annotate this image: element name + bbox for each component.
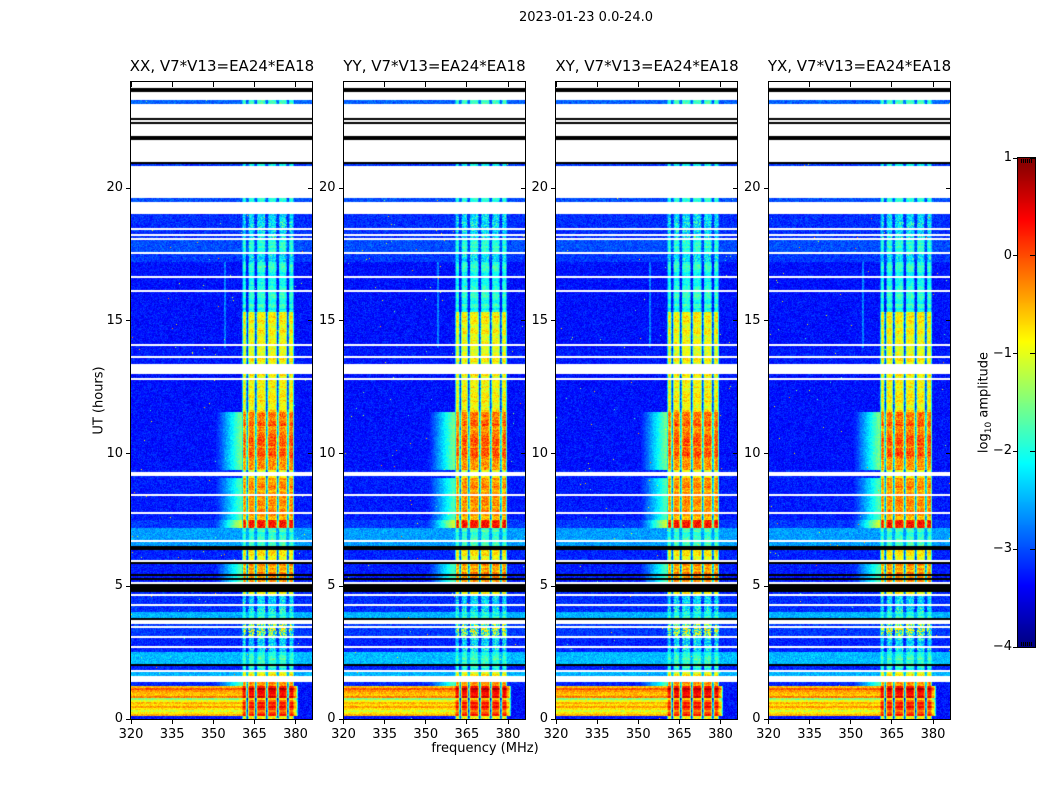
colorbar-tick-mark: [1030, 255, 1035, 256]
panel-title-xy: XY, V7*V13=EA24*EA18: [555, 57, 739, 75]
y-tick-mark: [946, 188, 950, 189]
y-tick-label: 5: [114, 578, 123, 594]
colorbar-tick-mark: [1013, 549, 1017, 550]
panel-title-yx: YX, V7*V13=EA24*EA18: [767, 57, 952, 75]
x-tick-mark: [809, 82, 810, 87]
colorbar-tick-label: 1: [1003, 150, 1012, 165]
colorbar-hatch-mark: [1023, 642, 1024, 646]
x-tick-mark: [172, 82, 173, 87]
x-tick-mark: [425, 82, 426, 87]
x-tick-mark: [768, 82, 769, 87]
x-tick-label: 335: [584, 727, 610, 742]
colorbar-hatch-mark: [1031, 159, 1032, 163]
y-tick-label: 10: [531, 445, 548, 461]
colorbar-hatch-mark: [1031, 642, 1032, 646]
y-tick-mark: [764, 320, 768, 321]
colorbar-tick-mark: [1013, 451, 1017, 452]
colorbar-tick-mark: [1013, 647, 1017, 648]
x-tick-mark: [597, 720, 598, 724]
x-tick-mark: [172, 720, 173, 724]
y-tick-label: 5: [752, 578, 761, 594]
y-axis-label: UT (hours): [91, 366, 107, 435]
x-tick-label: 350: [200, 727, 226, 742]
x-tick-mark: [131, 82, 132, 87]
spectrogram-canvas-yx: [769, 82, 950, 719]
y-tick-label: 5: [327, 578, 336, 594]
x-tick-label: 365: [454, 727, 480, 742]
x-tick-label: 320: [543, 727, 569, 742]
x-tick-label: 365: [666, 727, 692, 742]
y-tick-mark: [339, 453, 343, 454]
x-tick-label: 350: [838, 727, 864, 742]
x-tick-label: 335: [797, 727, 823, 742]
x-tick-mark: [891, 82, 892, 87]
y-tick-mark: [551, 719, 555, 720]
x-tick-mark: [720, 82, 721, 87]
y-tick-mark: [339, 320, 343, 321]
x-axis-label: frequency (MHz): [431, 741, 539, 756]
colorbar-hatch-mark: [1021, 159, 1022, 163]
x-tick-mark: [556, 720, 557, 724]
y-tick-label: 15: [318, 312, 336, 328]
panel-yy: [343, 81, 526, 720]
colorbar-label-text: amplitude: [976, 351, 992, 422]
x-tick-mark: [384, 82, 385, 87]
x-tick-mark: [295, 82, 296, 87]
x-tick-label: 350: [625, 727, 651, 742]
y-tick-label: 0: [539, 711, 548, 726]
y-tick-mark: [946, 453, 950, 454]
y-tick-mark: [126, 719, 130, 720]
y-tick-mark: [126, 453, 130, 454]
panel-xy: [555, 81, 738, 720]
x-tick-mark: [343, 82, 344, 87]
x-tick-label: 365: [879, 727, 905, 742]
colorbar-hatch-mark: [1023, 159, 1024, 163]
x-tick-label: 380: [495, 727, 521, 742]
x-tick-mark: [213, 720, 214, 724]
x-tick-mark: [679, 720, 680, 724]
y-tick-label: 5: [539, 578, 548, 594]
x-tick-label: 320: [331, 727, 356, 742]
colorbar-label-subscript: 10: [984, 421, 995, 434]
x-tick-mark: [891, 720, 892, 724]
colorbar-hatch-mark: [1027, 159, 1028, 163]
x-tick-label: 320: [756, 727, 781, 742]
x-tick-mark: [679, 82, 680, 87]
x-tick-label: 380: [920, 727, 946, 742]
colorbar-tick-label: −1: [992, 345, 1012, 361]
x-tick-mark: [556, 82, 557, 87]
y-tick-label: 0: [752, 711, 761, 726]
figure-title: 2023-01-23 0.0-24.0: [519, 10, 653, 25]
y-tick-mark: [764, 453, 768, 454]
x-tick-mark: [933, 82, 934, 87]
colorbar: [1017, 157, 1036, 648]
y-tick-label: 10: [318, 445, 336, 461]
colorbar-tick-mark: [1013, 255, 1017, 256]
colorbar-label-text: log: [976, 433, 992, 454]
colorbar-tick-label: −3: [992, 541, 1012, 557]
x-tick-mark: [213, 82, 214, 87]
y-tick-mark: [946, 719, 950, 720]
y-tick-mark: [551, 586, 555, 587]
panel-title-xx: XX, V7*V13=EA24*EA18: [129, 57, 315, 75]
y-tick-mark: [946, 586, 950, 587]
y-tick-mark: [339, 586, 343, 587]
y-tick-label: 15: [106, 312, 123, 328]
y-tick-label: 10: [743, 445, 761, 461]
y-tick-mark: [551, 320, 555, 321]
colorbar-tick-label: 0: [1003, 247, 1012, 263]
colorbar-hatch-mark: [1029, 159, 1030, 163]
x-tick-mark: [466, 720, 467, 724]
colorbar-tick-mark: [1013, 158, 1017, 159]
x-tick-mark: [425, 720, 426, 724]
y-tick-label: 15: [531, 312, 548, 328]
colorbar-tick-mark: [1030, 549, 1035, 550]
y-tick-label: 20: [531, 180, 548, 196]
x-tick-mark: [384, 720, 385, 724]
colorbar-hatch-mark: [1029, 642, 1030, 646]
x-tick-mark: [638, 82, 639, 87]
y-tick-mark: [764, 586, 768, 587]
y-tick-mark: [126, 586, 130, 587]
y-tick-mark: [551, 453, 555, 454]
y-tick-label: 20: [318, 180, 336, 196]
colorbar-tick-mark: [1030, 353, 1035, 354]
colorbar-hatch-mark: [1025, 642, 1026, 646]
y-tick-mark: [551, 188, 555, 189]
colorbar-tick-mark: [1030, 647, 1035, 648]
y-tick-mark: [126, 188, 130, 189]
y-tick-label: 20: [743, 180, 761, 196]
x-tick-mark: [638, 720, 639, 724]
colorbar-canvas: [1018, 158, 1035, 647]
spectrogram-canvas-xy: [556, 82, 737, 719]
x-tick-label: 365: [241, 727, 267, 742]
colorbar-tick-label: −2: [992, 443, 1012, 459]
x-tick-label: 320: [118, 727, 144, 742]
y-tick-mark: [339, 188, 343, 189]
colorbar-hatch-mark: [1027, 642, 1028, 646]
y-tick-mark: [764, 719, 768, 720]
colorbar-hatch-mark: [1025, 159, 1026, 163]
x-tick-mark: [466, 82, 467, 87]
spectrogram-canvas-yy: [344, 82, 525, 719]
x-tick-mark: [768, 720, 769, 724]
colorbar-tick-label: −4: [992, 639, 1012, 654]
x-tick-label: 380: [283, 727, 308, 742]
y-tick-label: 15: [743, 312, 761, 328]
panel-xx: [130, 81, 313, 720]
colorbar-tick-mark: [1013, 353, 1017, 354]
y-tick-label: 20: [106, 180, 123, 196]
y-tick-mark: [126, 320, 130, 321]
colorbar-hatch-mark: [1021, 642, 1022, 646]
x-tick-mark: [597, 82, 598, 87]
y-tick-label: 0: [114, 711, 123, 726]
x-tick-mark: [850, 720, 851, 724]
spectrogram-canvas-xx: [131, 82, 312, 719]
panel-title-yy: YY, V7*V13=EA24*EA18: [343, 57, 526, 75]
x-tick-label: 335: [159, 727, 185, 742]
x-tick-mark: [933, 720, 934, 724]
panel-yx: [768, 81, 951, 720]
x-tick-mark: [254, 82, 255, 87]
x-tick-mark: [850, 82, 851, 87]
y-tick-mark: [339, 719, 343, 720]
y-tick-mark: [764, 188, 768, 189]
y-tick-label: 0: [327, 711, 336, 726]
colorbar-tick-mark: [1030, 451, 1035, 452]
x-tick-mark: [131, 720, 132, 724]
y-tick-mark: [946, 320, 950, 321]
x-tick-label: 350: [413, 727, 439, 742]
x-tick-label: 335: [372, 727, 398, 742]
x-tick-mark: [254, 720, 255, 724]
y-tick-label: 10: [106, 445, 123, 461]
x-tick-label: 380: [708, 727, 733, 742]
x-tick-mark: [809, 720, 810, 724]
x-tick-mark: [508, 82, 509, 87]
x-tick-mark: [343, 720, 344, 724]
